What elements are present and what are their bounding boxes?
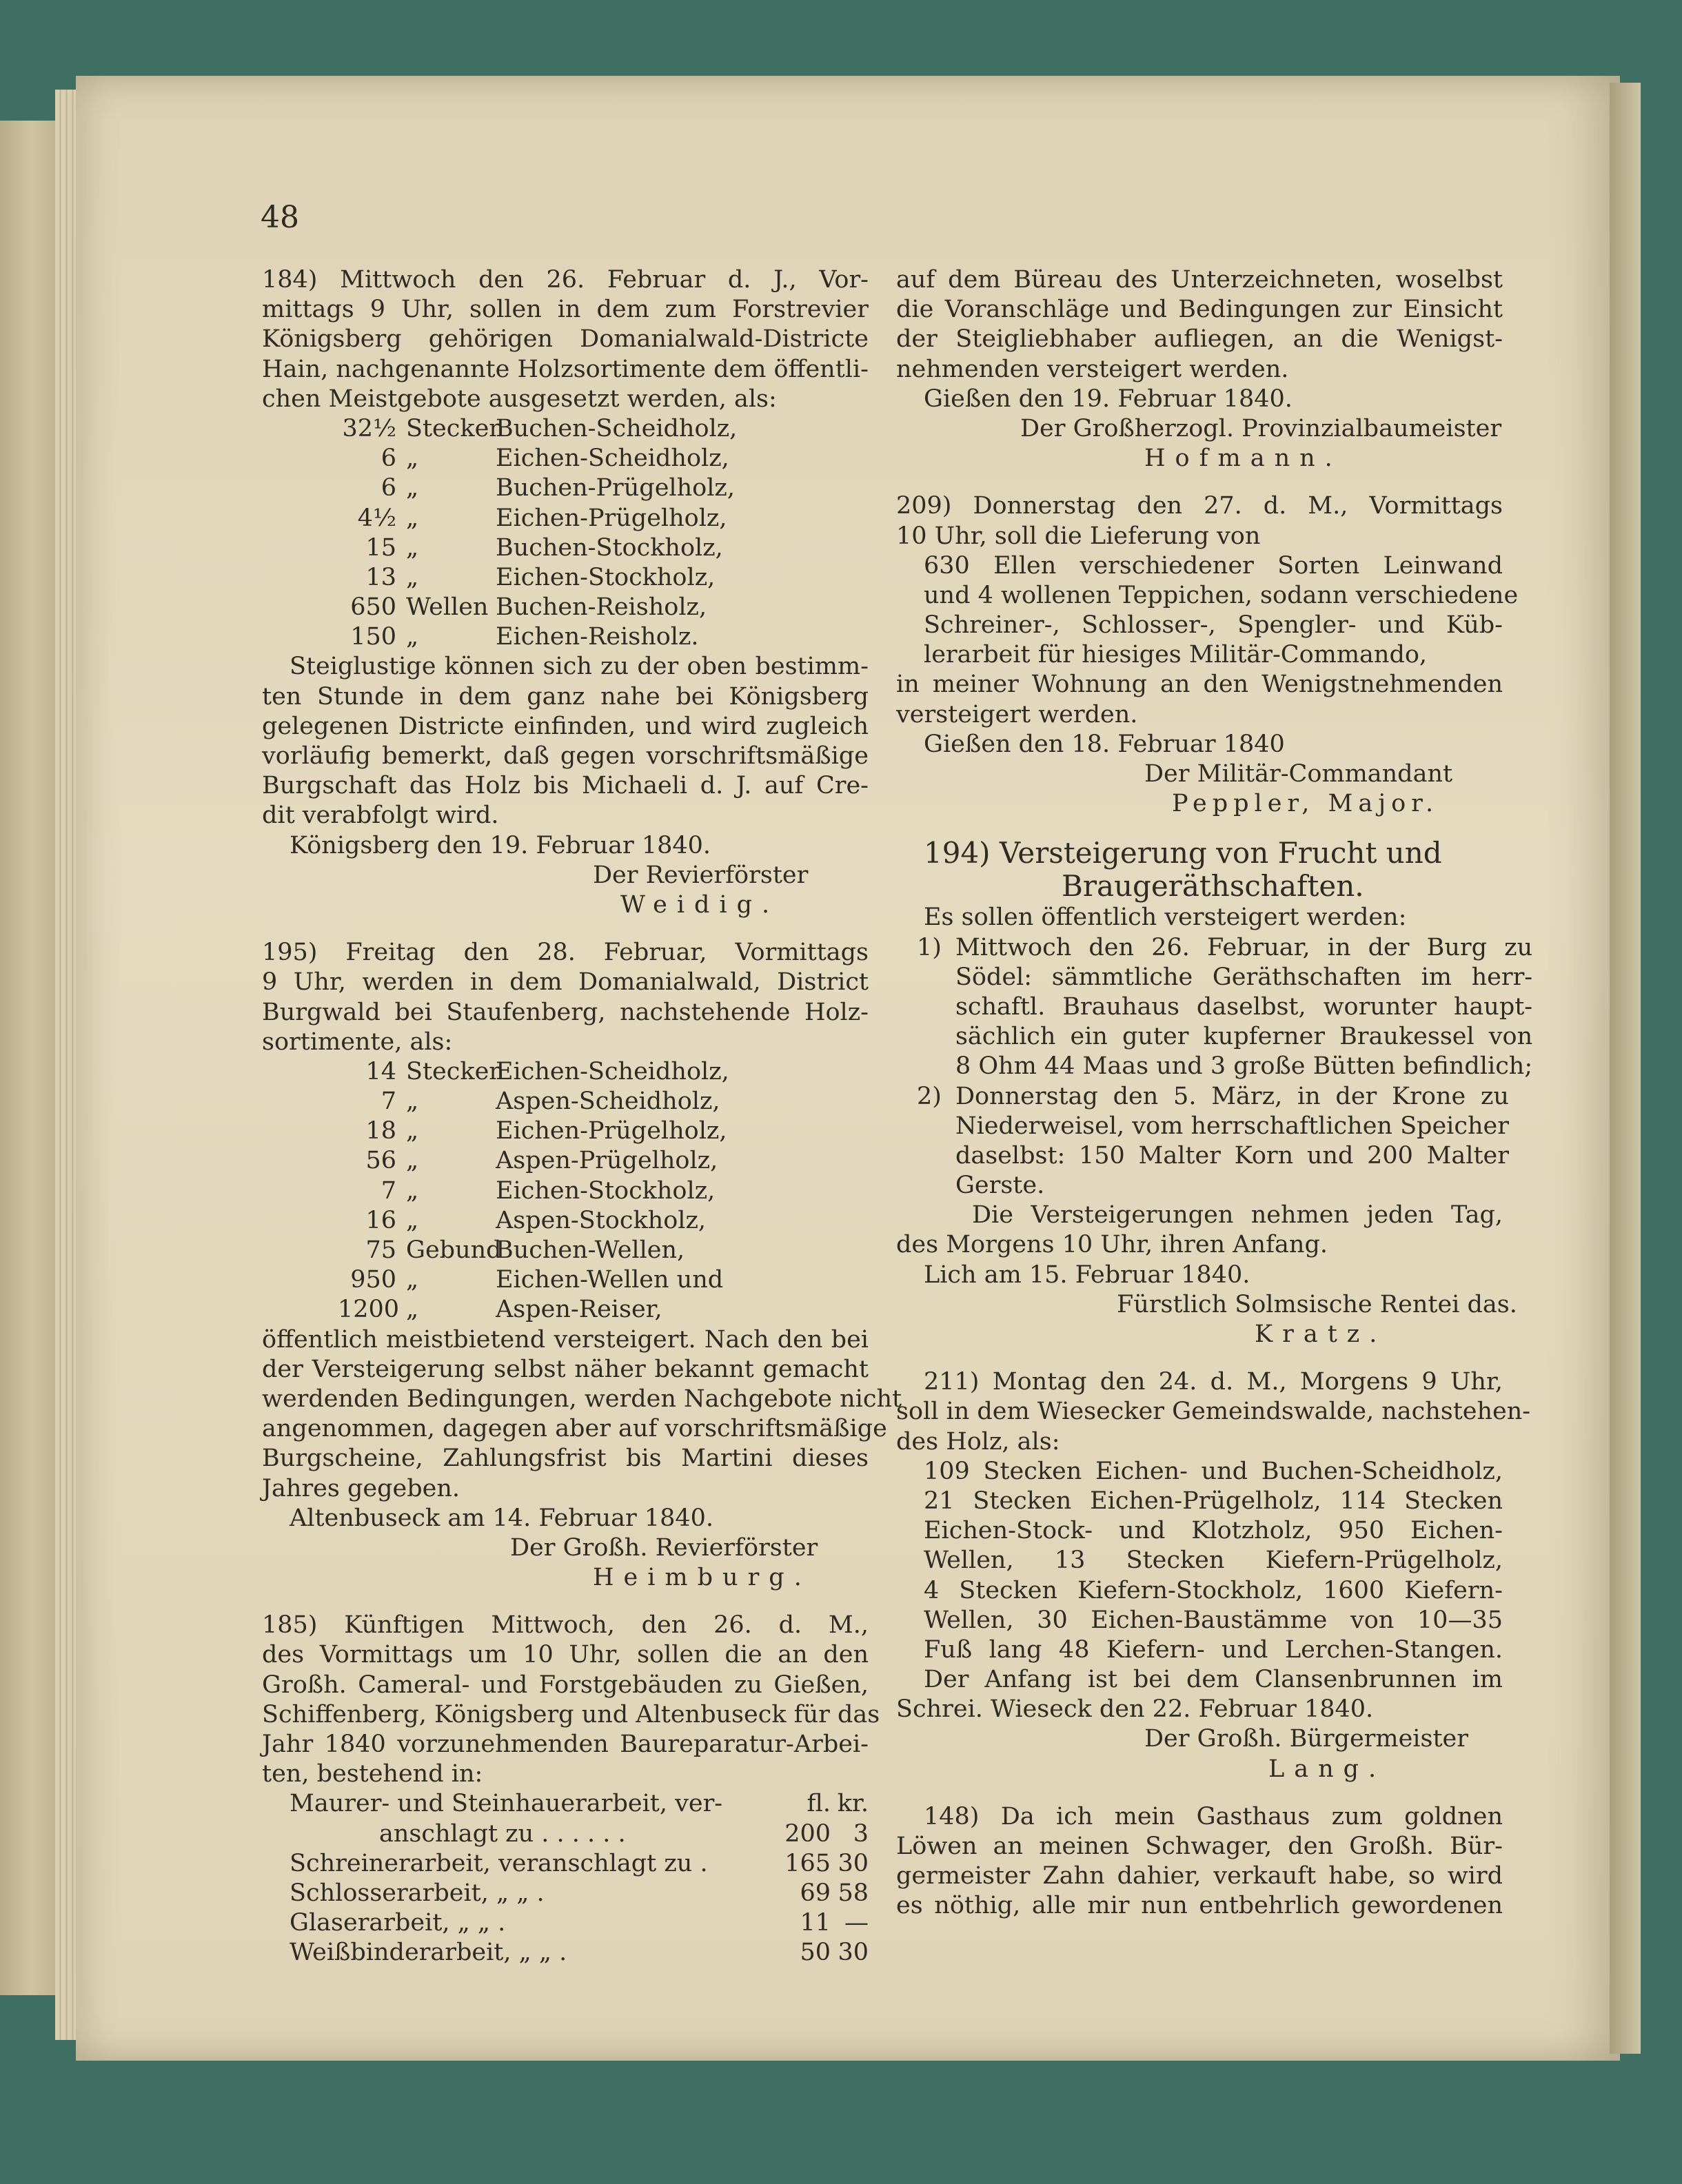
notice-209: [896, 491, 1519, 819]
spacer: [262, 1593, 869, 1611]
quantity: 950: [350, 1266, 396, 1294]
spacer: [896, 819, 1503, 837]
cost-kr: 58: [838, 1879, 869, 1907]
quantity: 1200: [338, 1296, 400, 1324]
text-line: mittags 9 Uhr, sollen in dem zum Forstrevier: [262, 296, 869, 324]
assortment: Eichen-Stockholz,: [496, 1176, 716, 1205]
spacer: [896, 473, 1503, 491]
cost-label: Glaserarbeit, „ „ .: [290, 1909, 506, 1937]
quantity: 18: [365, 1117, 396, 1145]
text-line: Mittwoch den 26. Februar, in der Burg zu: [955, 933, 1533, 961]
assortment: Aspen-Reiser,: [496, 1296, 662, 1324]
signature-name: Heimburg.: [593, 1564, 811, 1592]
assortment: Aspen-Prügelholz,: [496, 1147, 718, 1175]
text-line: der Steigliebhaber aufliegen, an die Wenigst-: [896, 325, 1503, 354]
text-line: 148) Da ich mein Gasthaus zum goldnen: [924, 1802, 1503, 1830]
text-line: lerarbeit für hiesiges Militär-Commando,: [924, 641, 1428, 669]
text-line: 185) Künftigen Mittwoch, den 26. d. M.,: [262, 1611, 869, 1640]
quantity: 650: [350, 593, 396, 622]
text-line: 630 Ellen verschiedener Sorten Leinwand: [924, 551, 1503, 580]
unit: „: [406, 563, 419, 591]
date-line: Königsberg den 19. Februar 1840.: [290, 831, 711, 859]
text-line: in meiner Wohnung an den Wenigstnehmenden: [896, 671, 1503, 699]
list-item: [338, 414, 869, 444]
quantity: 6: [381, 474, 396, 502]
cost-label: Weißbinderarbeit, „ „ .: [290, 1939, 567, 1967]
text-line: Donnerstag den 5. März, in der Krone zu: [955, 1082, 1509, 1110]
text-line: Södel: sämmtliche Geräthschaften im herr-: [955, 963, 1533, 991]
text-line: 211) Montag den 24. d. M., Morgens 9 Uhr,: [924, 1368, 1503, 1396]
text-line: vorläufig bemerkt, daß gegen vorschriftsmäßige: [262, 742, 869, 770]
notice-185: [262, 1611, 880, 1968]
text-line: 195) Freitag den 28. Februar, Vormittags: [262, 939, 869, 967]
quantity: 56: [365, 1147, 396, 1175]
date-line: Gießen den 18. Februar 1840: [924, 730, 1285, 758]
text-line: nehmenden versteigert werden.: [896, 355, 1289, 383]
cost-fl: 165: [784, 1849, 831, 1877]
assortment: Eichen-Wellen und: [496, 1266, 724, 1294]
quantity: 15: [365, 533, 396, 562]
cost-fl: 200: [784, 1819, 831, 1848]
text-line: Burgscheine, Zahlungsfrist bis Martini dieses: [262, 1445, 869, 1473]
cost-fl: 69: [800, 1879, 831, 1907]
signature-name: Lang.: [1268, 1755, 1386, 1783]
list-item: [896, 1082, 1509, 1201]
table-row: [290, 1819, 869, 1849]
text-line: Königsberg gehörigen Domanialwald-Districte: [262, 325, 869, 354]
unit: „: [406, 1117, 419, 1145]
signature-title: Der Militär-Commandant: [1144, 760, 1453, 788]
list-item: [338, 1176, 869, 1206]
notice-184: [262, 265, 869, 920]
column-header-fl: fl.: [807, 1790, 831, 1818]
cost-label: anschlagt zu . . . . . .: [379, 1819, 626, 1848]
quantity: 32½: [342, 414, 396, 442]
text-line: chen Meistgebote ausgesetzt werden, als:: [262, 385, 777, 413]
list-item: [338, 593, 869, 622]
text-line: und 4 wollenen Teppichen, sodann verschiedene: [924, 581, 1519, 609]
text-line: Wellen, 30 Eichen-Baustämme von 10—35: [924, 1606, 1503, 1634]
text-line: werdenden Bedingungen, werden Nachgebote nicht: [262, 1385, 902, 1413]
binding-shadow: [1610, 83, 1641, 2054]
assortment: Buchen-Stockholz,: [496, 533, 723, 562]
timber-list: [262, 1057, 869, 1325]
text-line: Fuß lang 48 Kiefern- und Lerchen-Stangen.: [924, 1635, 1503, 1664]
quantity: 7: [381, 1176, 396, 1205]
cost-kr: —: [844, 1909, 869, 1937]
text-line: ten, bestehend in:: [262, 1760, 483, 1788]
text-line: Steiglustige können sich zu der oben bestimm-: [290, 653, 869, 681]
text-line: angenommen, dagegen aber auf vorschriftsmäßige: [262, 1415, 887, 1443]
assortment: Buchen-Reisholz,: [496, 593, 707, 622]
text-line: es nöthig, alle mir nun entbehrlich gewordenen: [896, 1892, 1503, 1920]
cost-fl: 50: [800, 1939, 831, 1967]
list-item: [338, 1236, 869, 1265]
text-line: auf dem Büreau des Unterzeichneten, woselbst: [896, 266, 1503, 294]
list-item: [338, 1295, 869, 1325]
assortment: Buchen-Prügelholz,: [496, 474, 735, 502]
text-line: 8 Ohm 44 Maas und 3 große Bütten befindlich;: [955, 1052, 1533, 1081]
notice-194: [896, 836, 1533, 1349]
unit: Stecken: [406, 1057, 505, 1085]
cost-table-header: [290, 1789, 869, 1819]
assortment: Buchen-Wellen,: [496, 1236, 685, 1264]
notice-148: [896, 1802, 1503, 1921]
assortment: Eichen-Scheidholz,: [496, 1057, 729, 1085]
text-line: Niederweisel, vom herrschaftlichen Speicher: [955, 1112, 1509, 1140]
text-line: des Morgens 10 Uhr, ihren Anfang.: [896, 1231, 1328, 1259]
date-line: Altenbuseck am 14. Februar 1840.: [290, 1504, 713, 1532]
cost-kr: 3: [853, 1819, 869, 1848]
assortment: Buchen-Scheidholz,: [496, 414, 738, 442]
unit: Gebund: [406, 1236, 502, 1264]
left-column: [262, 265, 902, 1968]
text-line: Löwen an meinen Schwager, den Großh. Bür-: [896, 1833, 1503, 1860]
assortment: Eichen-Scheidholz,: [496, 445, 729, 473]
unit: Wellen: [406, 593, 489, 622]
text-line: Der Anfang ist bei dem Clansenbrunnen im: [924, 1666, 1503, 1694]
list-item: [338, 533, 869, 563]
spacer: [896, 1349, 1503, 1367]
cost-table: [262, 1789, 869, 1968]
list-item: [338, 1087, 869, 1116]
text-line: Es sollen öffentlich versteigert werden:: [924, 904, 1407, 932]
right-column: [896, 265, 1533, 1921]
notice-heading: Braugeräthschaften.: [1062, 869, 1364, 904]
quantity: 13: [365, 563, 396, 591]
quantity: 7: [381, 1088, 396, 1116]
notice-heading: 194) Versteigerung von Frucht und: [924, 836, 1442, 870]
list-item: [338, 1116, 869, 1146]
assortment: Aspen-Stockholz,: [496, 1206, 707, 1234]
date-line: Gießen den 19. Februar 1840.: [924, 385, 1293, 413]
date-line: Lich am 15. Februar 1840.: [924, 1261, 1250, 1289]
text-line: soll in dem Wiesecker Gemeindswalde, nachstehen-: [896, 1398, 1531, 1426]
text-line: 4 Stecken Kiefern-Stockholz, 1600 Kiefern-: [924, 1576, 1503, 1604]
text-line: Jahr 1840 vorzunehmenden Baureparatur-Arbei-: [262, 1731, 869, 1758]
cost-label: Schlosserarbeit, „ „ .: [290, 1879, 545, 1907]
spacer: [896, 1784, 1503, 1802]
text-line: die Voranschläge und Bedingungen zur Einsicht: [896, 296, 1503, 324]
text-line: Eichen-Stock- und Klotzholz, 950 Eichen-: [924, 1517, 1503, 1545]
list-item: [338, 622, 869, 652]
text-line: germeister Zahn dahier, verkauft habe, so wird: [896, 1862, 1503, 1890]
text-line: Burgschaft das Holz bis Michaeli d. J. auf Cre-: [262, 772, 869, 800]
signature-name: Peppler, Major.: [1172, 790, 1439, 818]
quantity: 6: [381, 445, 396, 473]
text-line: 21 Stecken Eichen-Prügelholz, 114 Stecken: [924, 1487, 1503, 1515]
table-row: [290, 1938, 869, 1968]
text-line: Wellen, 13 Stecken Kiefern-Prügelholz,: [924, 1547, 1503, 1575]
spacer: [262, 920, 869, 938]
text-line: des Vormittags um 10 Uhr, sollen die an den: [262, 1641, 869, 1669]
notice-195: [262, 938, 902, 1593]
unit: „: [406, 1176, 419, 1205]
text-line: Großh. Cameral- und Forstgebäuden zu Gießen,: [262, 1671, 869, 1699]
text-line: 10 Uhr, soll die Lieferung von: [896, 522, 1261, 550]
quantity: 75: [365, 1236, 396, 1264]
column-header-kr: kr.: [837, 1790, 869, 1818]
quantity: 14: [365, 1057, 396, 1085]
item-number: 1): [917, 933, 942, 961]
list-item: [338, 444, 869, 473]
table-row: [290, 1849, 869, 1879]
cost-label: Maurer- und Steinhauerarbeit, ver-: [290, 1790, 723, 1818]
list-item: [338, 1206, 869, 1236]
list-item: [896, 933, 1533, 1082]
assortment: Eichen-Prügelholz,: [496, 1117, 727, 1145]
list-item: [338, 473, 869, 503]
list-item: [338, 504, 869, 533]
text-line: Jahres gegeben.: [262, 1474, 460, 1502]
unit: „: [406, 1206, 419, 1234]
text-line: 9 Uhr, werden in dem Domanialwald, District: [262, 968, 869, 997]
unit: „: [406, 1147, 419, 1175]
text-line: gelegenen Districte einfinden, und wird zugleich: [262, 712, 869, 740]
unit: Stecken: [406, 414, 505, 442]
item-body: [942, 933, 1532, 1082]
list-item: [338, 563, 869, 593]
text-line: ten Stunde in dem ganz nahe bei Königsberg: [262, 682, 869, 711]
text-line: versteigert werden.: [896, 700, 1138, 728]
signature-title: Der Großh. Revierförster: [510, 1533, 818, 1562]
unit: „: [406, 1088, 419, 1116]
text-line: sächlich ein guter kupferner Braukessel von: [955, 1023, 1533, 1051]
timber-list: [262, 414, 869, 653]
assortment: Aspen-Scheidholz,: [496, 1088, 720, 1116]
item-body: [942, 1082, 1509, 1201]
cost-fl: 11: [800, 1909, 831, 1937]
text-line: Schrei. Wieseck den 22. Februar 1840.: [896, 1695, 1374, 1724]
unit: „: [406, 474, 419, 502]
text-line: öffentlich meistbietend versteigert. Nach den bei: [262, 1325, 869, 1354]
list-item: [338, 1057, 869, 1087]
text-line: Die Versteigerungen nehmen jeden Tag,: [972, 1201, 1503, 1229]
assortment: Eichen-Prügelholz,: [496, 504, 727, 532]
list-item: [338, 1265, 869, 1295]
text-line: der Versteigerung selbst näher bekannt gemacht: [262, 1355, 869, 1383]
cost-kr: 30: [838, 1849, 869, 1877]
text-line: Gerste.: [955, 1172, 1045, 1200]
unit: „: [406, 1296, 419, 1324]
text-line: Schiffenberg, Königsberg und Altenbuseck für das: [262, 1700, 880, 1728]
quantity: 150: [350, 623, 396, 651]
signature-title: Der Großh. Bürgermeister: [1144, 1725, 1468, 1753]
text-line: 209) Donnerstag den 27. d. M., Vormittags: [896, 492, 1503, 520]
assortment: Eichen-Reisholz.: [496, 623, 699, 651]
signature-name: Kratz.: [1255, 1320, 1387, 1348]
table-row: [290, 1879, 869, 1908]
text-line: daselbst: 150 Malter Korn und 200 Malter: [955, 1141, 1509, 1170]
signature-name: Hofmann.: [1144, 445, 1342, 473]
table-row: [290, 1908, 869, 1938]
text-line: sortimente, als:: [262, 1028, 453, 1056]
unit: „: [406, 623, 419, 651]
unit: „: [406, 504, 419, 532]
notice-185-continued: [896, 265, 1503, 473]
text-line: Hain, nachgenannte Holzsortimente dem öffentli-: [262, 355, 869, 383]
text-line: des Holz, als:: [896, 1427, 1060, 1456]
text-line: Burgwald bei Staufenberg, nachstehende Holz-: [262, 998, 869, 1026]
cost-label: Schreinerarbeit, veranschlagt zu .: [290, 1849, 708, 1877]
cost-kr: 30: [838, 1939, 869, 1967]
signature-title: Fürstlich Solmsische Rentei das.: [1117, 1290, 1517, 1318]
text-line: 184) Mittwoch den 26. Februar d. J., Vor-: [262, 266, 869, 294]
quantity: 16: [365, 1206, 396, 1234]
notice-211: [896, 1367, 1531, 1784]
unit: „: [406, 445, 419, 473]
text-line: dit verabfolgt wird.: [262, 802, 499, 830]
page-number: 48: [261, 200, 299, 235]
text-line: 109 Stecken Eichen- und Buchen-Scheidholz,: [924, 1457, 1503, 1485]
unit: „: [406, 1266, 419, 1294]
item-number: 2): [917, 1082, 942, 1110]
quantity: 4½: [357, 504, 396, 532]
list-item: [338, 1146, 869, 1176]
signature-name: Weidig.: [620, 890, 780, 919]
signature-title: Der Revierförster: [593, 861, 809, 889]
unit: „: [406, 533, 419, 562]
text-line: Schreiner-, Schlosser-, Spengler- und Küb-: [924, 611, 1503, 640]
text-line: schaftl. Brauhaus daselbst, worunter haupt-: [955, 992, 1533, 1021]
signature-title: Der Großherzogl. Provinzialbaumeister: [1020, 414, 1502, 442]
assortment: Eichen-Stockholz,: [496, 563, 716, 591]
